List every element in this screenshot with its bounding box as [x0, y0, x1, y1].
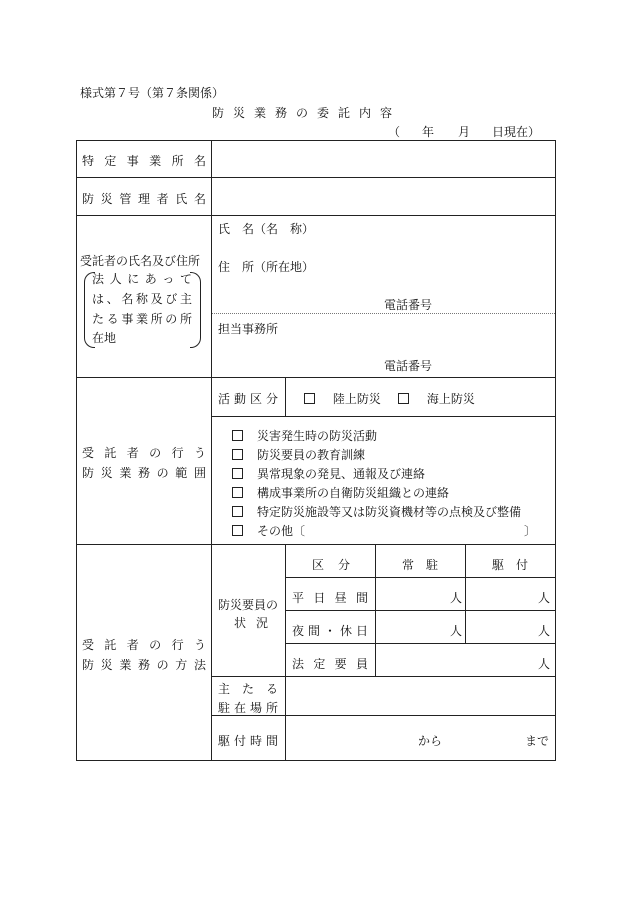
manager-label: 防 災 管 理 者 氏 名: [82, 192, 206, 206]
contractor-note-line-4: 在地: [92, 331, 117, 345]
scope-item-5-label: 特定防災施設等又は防災資機材等の点検及び整備: [257, 505, 522, 519]
activity-option-sea-label: 海上防災: [426, 392, 475, 406]
scope-checkbox-1[interactable]: [232, 430, 243, 441]
night-dispatch-unit: 人: [538, 624, 551, 638]
scope-item-6[interactable]: [232, 522, 305, 539]
until-label: まで: [525, 734, 550, 748]
row-night: 夜 間 ・ 休 日: [292, 624, 368, 638]
col-dispatch: 駆 付: [492, 558, 528, 572]
night-resident-unit: 人: [450, 624, 463, 638]
scope-item-6-label: その他〔: [257, 524, 306, 538]
row-legal: 法 定 要 員: [292, 657, 368, 671]
activity-option-sea[interactable]: [398, 390, 475, 407]
row-weekday: 平 日 昼 間: [292, 591, 368, 605]
station-label-line-2: 駐 在 場 所: [218, 701, 278, 715]
scope-item-2-label: 防災要員の教育訓練: [257, 448, 366, 462]
scope-label-line-1: 受 託 者 の 行 う: [82, 446, 206, 460]
scope-checkbox-4[interactable]: [232, 487, 243, 498]
scope-item-2[interactable]: [232, 446, 365, 463]
col-resident: 常 駐: [402, 558, 438, 572]
date-month: 月: [458, 125, 471, 139]
contractor-note-line-3: た る 事 業 所 の 所: [92, 312, 192, 326]
address-field-label: 住 所（所在地）: [218, 260, 315, 274]
name-field-label: 氏 名（名 称）: [218, 222, 315, 236]
checkbox-sea[interactable]: [398, 393, 409, 404]
scope-item-3[interactable]: [232, 465, 425, 482]
from-label: から: [418, 734, 443, 748]
form-number: 様式第７号（第７条関係）: [80, 86, 225, 100]
date-year: 年: [422, 125, 435, 139]
scope-checkbox-2[interactable]: [232, 449, 243, 460]
checkbox-land[interactable]: [304, 393, 315, 404]
scope-item-4[interactable]: [232, 484, 449, 501]
scope-label-line-2: 防 災 業 務 の 範 囲: [82, 466, 206, 480]
scope-item-5[interactable]: [232, 503, 521, 520]
station-label-line-1: 主 た る: [218, 682, 278, 696]
document-title: 防災業務の委託内容: [212, 106, 402, 120]
weekday-dispatch-unit: 人: [538, 591, 551, 605]
method-label-line-2: 防 災 業 務 の 方 法: [82, 658, 206, 672]
contractor-label: 受託者の氏名及び住所: [80, 254, 201, 268]
scope-item-4-label: 構成事業所の自衛防災組織との連絡: [257, 486, 450, 500]
scope-item-1-label: 災害発生時の防災活動: [257, 429, 378, 443]
col-division: 区 分: [312, 558, 350, 572]
scope-item-1[interactable]: [232, 427, 377, 444]
office-field-label: 担当事務所: [218, 322, 279, 336]
date-paren-open: （: [388, 125, 401, 139]
scope-checkbox-3[interactable]: [232, 468, 243, 479]
phone-label-2: 電話番号: [384, 359, 433, 373]
phone-label-1: 電話番号: [384, 298, 433, 312]
method-label-line-1: 受 託 者 の 行 う: [82, 638, 206, 652]
scope-item-3-label: 異常現象の発見、通報及び連絡: [257, 467, 426, 481]
weekday-resident-unit: 人: [450, 591, 463, 605]
activity-option-land[interactable]: [304, 390, 381, 407]
staff-label-line-1: 防災要員の: [218, 598, 279, 612]
staff-label-line-2: 状況: [233, 616, 278, 630]
activity-label: 活 動 区 分: [218, 392, 278, 406]
legal-unit: 人: [538, 657, 551, 671]
activity-option-land-label: 陸上防災: [332, 392, 381, 406]
scope-checkbox-6[interactable]: [232, 525, 243, 536]
dispatch-time-label: 駆 付 時 間: [218, 734, 278, 748]
scope-close-bracket: 〕: [524, 524, 537, 538]
date-day: 日現在）: [492, 125, 541, 139]
contractor-note-line-1: 法 人 に あ っ て: [92, 272, 192, 286]
business-name-label: 特 定 事 業 所 名: [82, 154, 206, 168]
contractor-note-line-2: は 、 名 称 及 び 主: [92, 292, 192, 306]
scope-checkbox-5[interactable]: [232, 506, 243, 517]
